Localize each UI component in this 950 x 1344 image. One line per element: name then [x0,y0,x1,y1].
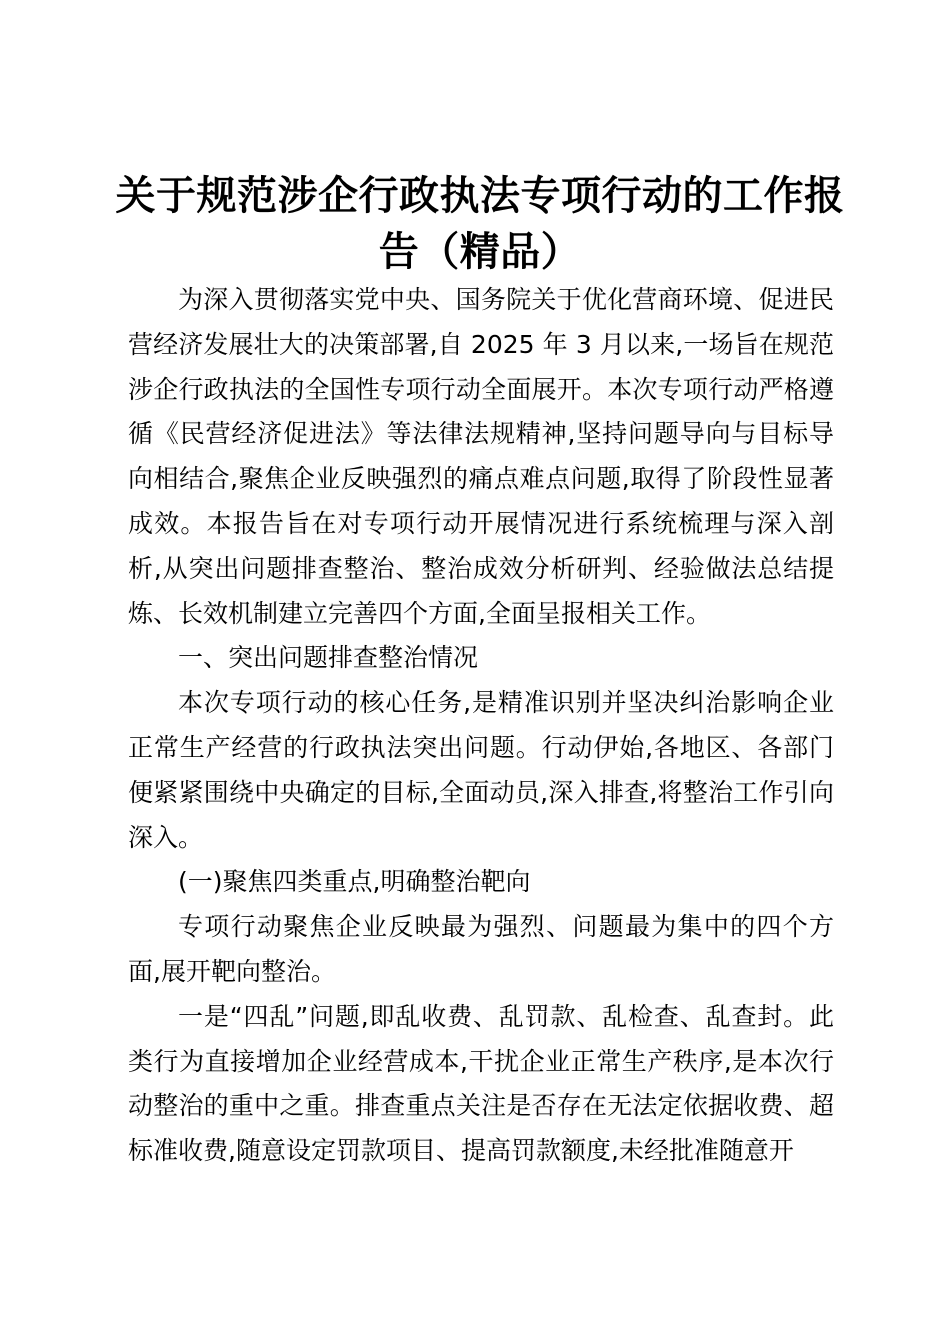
section-heading-1: 一、突出问题排查整治情况 [178,643,479,673]
paragraph-section-1: 本次专项行动的核心任务,是精准识别并坚决纠治影响企业正常生产经营的行政执法突出问题。行动伊始,各地区、各部门便紧紧围绕中央确定的目标,全面动员,深入排查,将整治工作引向深入。 [128,688,834,852]
paragraph-four-chaos: 一是“四乱”问题,即乱收费、乱罚款、乱检查、乱查封。此类行为直接增加企业经营成本,干扰企业正常生产秩序,是本次行动整治的重中之重。排查重点关注是否存在无法定依据收费、超标准收费,随意设定罚款项目、提高罚款额度,未经批准随意开 [128,1001,834,1166]
document-body [128,278,834,1174]
paragraph-intro: 为深入贯彻落实党中央、国务院关于优化营商环境、促进民营经济发展壮大的决策部署,自 2025 年 3 月以来,一场旨在规范涉企行政执法的全国性专项行动全面展开。本次专项行动严格遵循《民营经济促进法》等法律法规精神,坚持问题导向与目标导向相结合,聚焦企业反映强烈的痛点难点问题,取得了阶段性显著成效。本报告旨在对专项行动开展情况进行系统梳理与深入剖析,从突出问题排查整治、整治成效分析研判、经验做法总结提炼、长效机制建立完善四个方面,全面呈报相关工作。 [128,285,834,628]
document-title: 关于规范涉企行政执法专项行动的工作报告（精品） [115,173,845,275]
paragraph-subsection-1: 专项行动聚焦企业反映最为强烈、问题最为集中的四个方面,展开靶向整治。 [128,912,834,986]
subsection-heading-1: (一)聚焦四类重点,明确整治靶向 [178,867,531,897]
